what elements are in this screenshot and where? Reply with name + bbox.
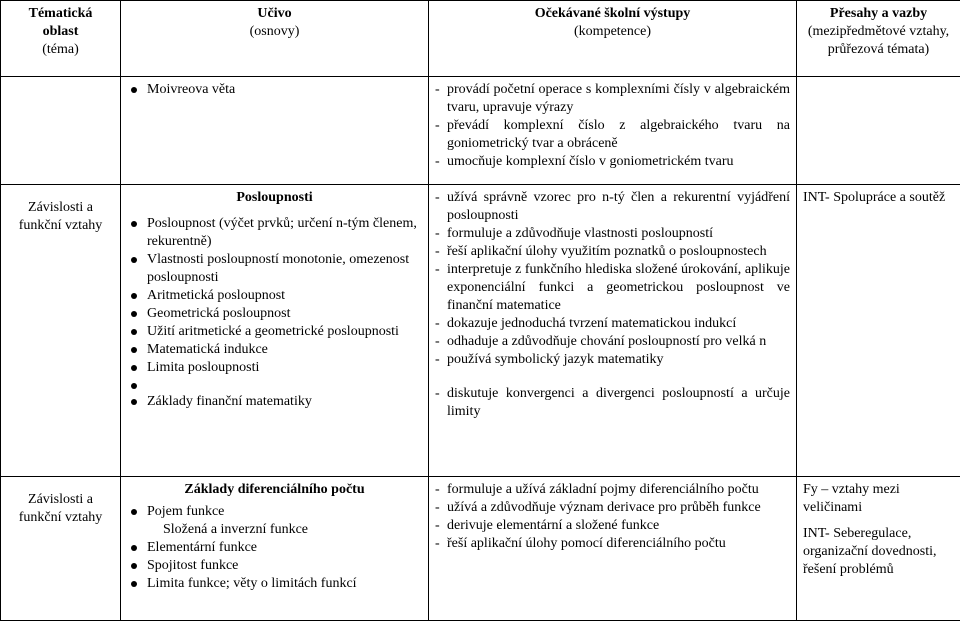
row2-outcomes-extra [435, 385, 790, 421]
header-links-line2: (mezipředmětové vztahy, průřezová témata) [808, 24, 949, 57]
list-item: - řeší aplikační úlohy pomocí diferenciálního počtu [435, 535, 790, 553]
list-item: Limita posloupnosti [127, 359, 422, 377]
header-topic [1, 1, 121, 77]
header-outcomes-line2: (kompetence) [574, 24, 651, 39]
row3-content-list [127, 503, 422, 593]
header-topic-line1: Tématická [7, 5, 114, 23]
row-complex-numbers [1, 77, 960, 185]
cross-link: INT- Seberegulace, organizační dovednosti, řešení problémů [803, 525, 954, 579]
row3-topic: Závislosti a funkční vztahy [1, 477, 121, 621]
spacer [127, 377, 422, 393]
header-topic-line3: (téma) [42, 42, 79, 57]
list-item: - dokazuje jednoduchá tvrzení matematickou indukcí [435, 315, 790, 333]
row1-topic [1, 77, 121, 185]
list-item: Spojitost funkce [127, 557, 422, 575]
row2-section-title: Posloupnosti [127, 189, 422, 207]
row1-outcomes [429, 77, 797, 185]
row3-content [121, 477, 429, 621]
list-item: - umocňuje komplexní číslo v goniometrickém tvaru [435, 153, 790, 171]
list-item: Matematická indukce [127, 341, 422, 359]
list-item: - užívá a zdůvodňuje význam derivace pro průběh funkce [435, 499, 790, 517]
list-item: - formuluje a zdůvodňuje vlastnosti posloupností [435, 225, 790, 243]
row-differential [1, 477, 960, 621]
row2-content-list [127, 215, 422, 411]
list-item: Užití aritmetické a geometrické posloupnosti [127, 323, 422, 341]
list-item: - řeší aplikační úlohy využitím poznatků o posloupnostech [435, 243, 790, 261]
list-item: - diskutuje konvergenci a divergenci posloupností a určuje limity [435, 385, 790, 421]
list-item: Moivreova věta [127, 81, 422, 99]
list-item: Aritmetická posloupnost [127, 287, 422, 305]
row3-outcomes-list [435, 481, 790, 553]
header-content-line2: (osnovy) [250, 24, 300, 39]
list-item: Vlastnosti posloupností monotonie, omezenost posloupnosti [127, 251, 422, 287]
list-item: - derivuje elementární a složené funkce [435, 517, 790, 535]
list-item: - formuluje a užívá základní pojmy diferenciálního počtu [435, 481, 790, 499]
row2-topic: Závislosti a funkční vztahy [1, 185, 121, 477]
spacer [435, 369, 790, 385]
list-item: - používá symbolický jazyk matematiky [435, 351, 790, 369]
cross-link: Fy – vztahy mezi veličinami [803, 481, 954, 517]
list-item: Pojem funkce [127, 503, 422, 521]
header-row [1, 1, 960, 77]
header-topic-line2: oblast [7, 23, 114, 41]
list-item: - převádí komplexní číslo z algebraického tvaru na goniometrický tvar a obráceně [435, 117, 790, 153]
row1-content-list [127, 81, 422, 99]
header-links [797, 1, 960, 77]
list-item: Základy finanční matematiky [127, 393, 422, 411]
row2-outcomes-list [435, 189, 790, 369]
row1-content [121, 77, 429, 185]
row1-outcomes-list [435, 81, 790, 171]
row3-section-title: Základy diferenciálního počtu [127, 481, 422, 499]
list-item: Složená a inverzní funkce [127, 521, 422, 539]
header-outcomes [429, 1, 797, 77]
list-item: - interpretuje z funkčního hlediska složené úrokování, aplikuje exponenciální funkci a geometrickou posloupnost ve finanční matematice [435, 261, 790, 315]
list-item: - užívá správně vzorec pro n-tý člen a rekurentní vyjádření posloupnosti [435, 189, 790, 225]
list-item: Geometrická posloupnost [127, 305, 422, 323]
list-item: - provádí početní operace s komplexními čísly v algebraickém tvaru, upravuje výrazy [435, 81, 790, 117]
list-item: Elementární funkce [127, 539, 422, 557]
row2-content [121, 185, 429, 477]
row2-links [797, 185, 960, 477]
row3-outcomes [429, 477, 797, 621]
list-item: Limita funkce; věty o limitách funkcí [127, 575, 422, 593]
row3-links [797, 477, 960, 621]
list-item: - odhaduje a zdůvodňuje chování posloupností pro velká n [435, 333, 790, 351]
row-sequences [1, 185, 960, 477]
header-content [121, 1, 429, 77]
cross-link: INT- Spolupráce a soutěž [803, 189, 954, 207]
list-item: Posloupnost (výčet prvků; určení n-tým členem, rekurentně) [127, 215, 422, 251]
header-content-line1: Učivo [127, 5, 422, 23]
header-links-line1: Přesahy a vazby [803, 5, 954, 23]
row2-outcomes [429, 185, 797, 477]
row1-links [797, 77, 960, 185]
header-outcomes-line1: Očekávané školní výstupy [435, 5, 790, 23]
